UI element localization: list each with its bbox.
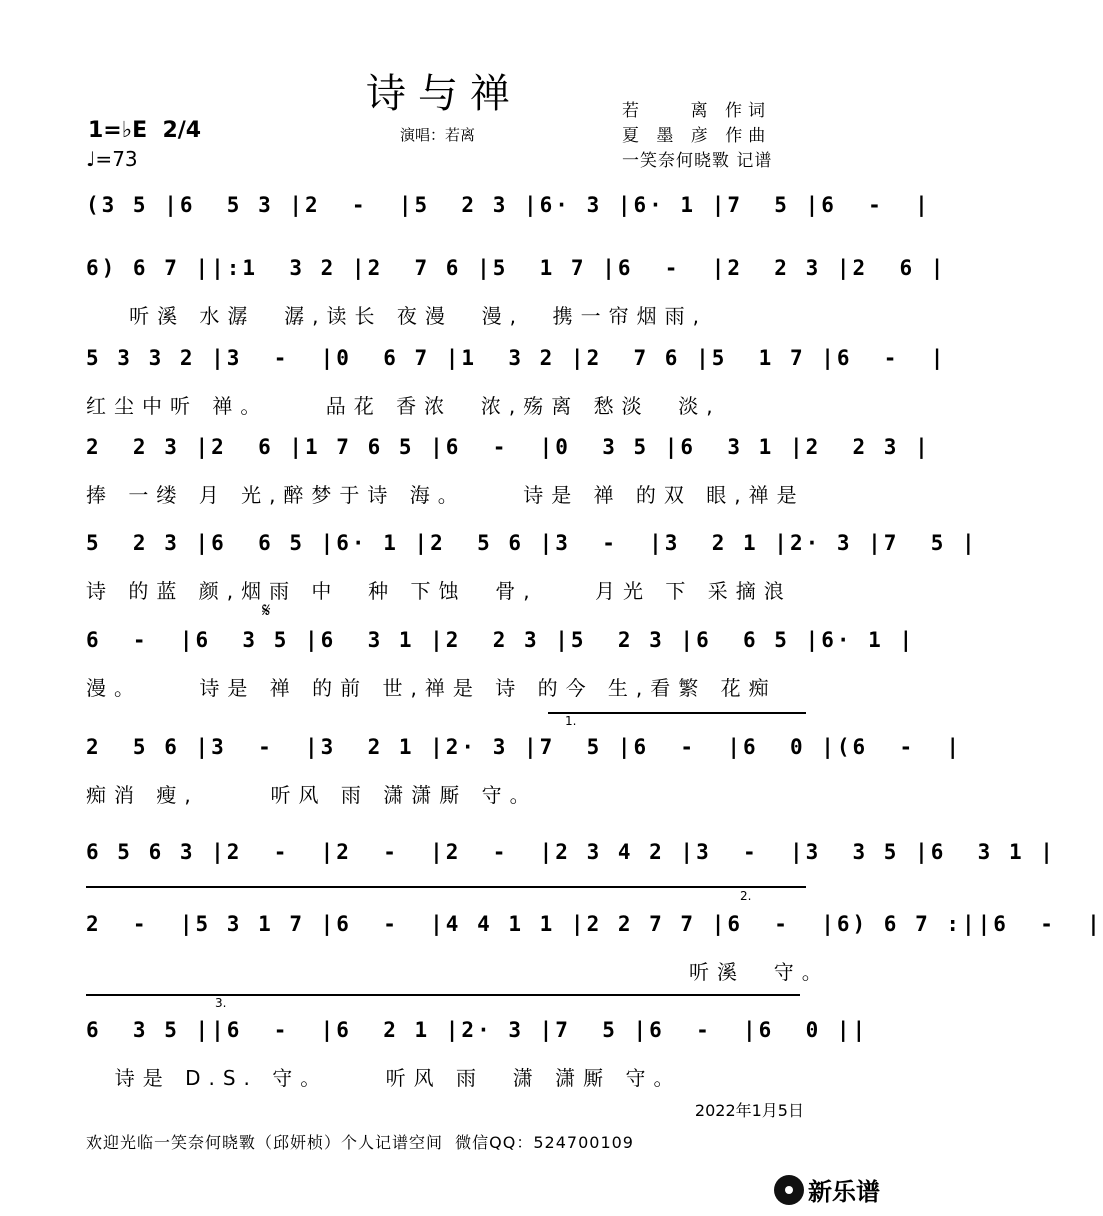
score-row-10 [86,1018,869,1098]
key-signature: 1=♭E 2/4 [88,118,202,143]
volta-2-label: 2. [740,889,752,903]
volta-2-bracket-line [86,886,806,888]
lyric-line: 痴消 瘦, 听风 雨 潇潇厮 守。 [86,783,538,807]
volta-1-bracket [548,712,806,714]
score-row-8 [86,840,1056,920]
tempo-marking: ♩=73 [86,147,138,171]
notation-line: 2 - |5 3 1 7 |6 - |4 4 1 1 |2 2 7 7 |6 - |6) 6 7 :||6 - | [86,912,1103,936]
footer-note: 欢迎光临一笑奈何晓斁（邱妍桢）个人记谱空间 微信QQ：524700109 [86,1133,634,1152]
notation-line: 2 2 3 |2 6 |1 7 6 5 |6 - |0 3 5 |6 3 1 |2 2 3 | [86,435,931,459]
score-row-7 [86,735,963,815]
score-row-2 [86,256,947,336]
transcriber-credit: 一笑奈何晓斁 记谱 [622,151,773,171]
lyric-line: 捧 一缕 月 光,醉梦于诗 海。 诗是 禅 的双 眼,禅是 [86,483,805,507]
notation-line: 6 5 6 3 |2 - |2 - |2 - |2 3 4 2 |3 - |3 3 5 |6 3 1 | [86,840,1056,864]
date-stamp: 2022年1月5日 [694,1101,804,1120]
notation-line: 6 - |6 3 5 |6 3 1 |2 2 3 |5 2 3 |6 6 5 |6· 1 | [86,628,916,652]
score-row-6 [86,628,916,708]
lyric-line: 听溪 守。 [86,960,830,984]
logo-text: 新乐谱 [808,1178,880,1206]
segno-mark: 𝄋 [262,598,271,622]
score-row-9 [86,912,1103,992]
composer-credit: 夏 墨 彦 作曲 [622,126,772,146]
site-logo [774,1172,880,1207]
notation-line: (3 5 |6 5 3 |2 - |5 2 3 |6· 3 |6· 1 |7 5 |6 - | [86,193,931,217]
notation-line: 5 3 3 2 |3 - |0 6 7 |1 3 2 |2 7 6 |5 1 7 |6 - | [86,346,947,370]
record-disc-icon [774,1175,804,1205]
lyric-line: 诗 的蓝 颜,烟雨 中 种 下蚀 骨, 月光 下 采摘浪 [86,579,792,603]
volta-3-label: 3. [215,996,227,1010]
volta-3-bracket-line [86,994,800,996]
notation-line: 2 5 6 |3 - |3 2 1 |2· 3 |7 5 |6 - |6 0 |(6 - | [86,735,963,759]
volta-1-label: 1. [565,714,577,728]
score-row-3 [86,346,947,426]
lyric-line: 听溪 水潺 潺,读长 夜漫 漫, 携一帘烟雨, [86,304,708,328]
score-row-4 [86,435,931,515]
lyric-line: 漫。 诗是 禅 的前 世,禅是 诗 的今 生,看繁 花痴 [86,676,777,700]
notation-line: 6 3 5 ||6 - |6 2 1 |2· 3 |7 5 |6 - |6 0 || [86,1018,869,1042]
notation-line: 5 2 3 |6 6 5 |6· 1 |2 5 6 |3 - |3 2 1 |2· 3 |7 5 | [86,531,978,555]
singer-credit: 演唱：若离 [400,126,476,144]
lyricist-credit: 若 离 作词 [622,101,772,121]
lyric-line: 红尘中听 禅。 品花 香浓 浓,殇离 愁淡 淡, [86,394,721,418]
page-title: 诗与禅 [366,71,522,117]
score-row-5 [86,531,978,611]
notation-line: 6) 6 7 ||:1 3 2 |2 7 6 |5 1 7 |6 - |2 2 3 |2 6 | [86,256,947,280]
lyric-line: 诗是 D.S. 守。 听风 雨 潇 潇厮 守。 [86,1066,682,1090]
